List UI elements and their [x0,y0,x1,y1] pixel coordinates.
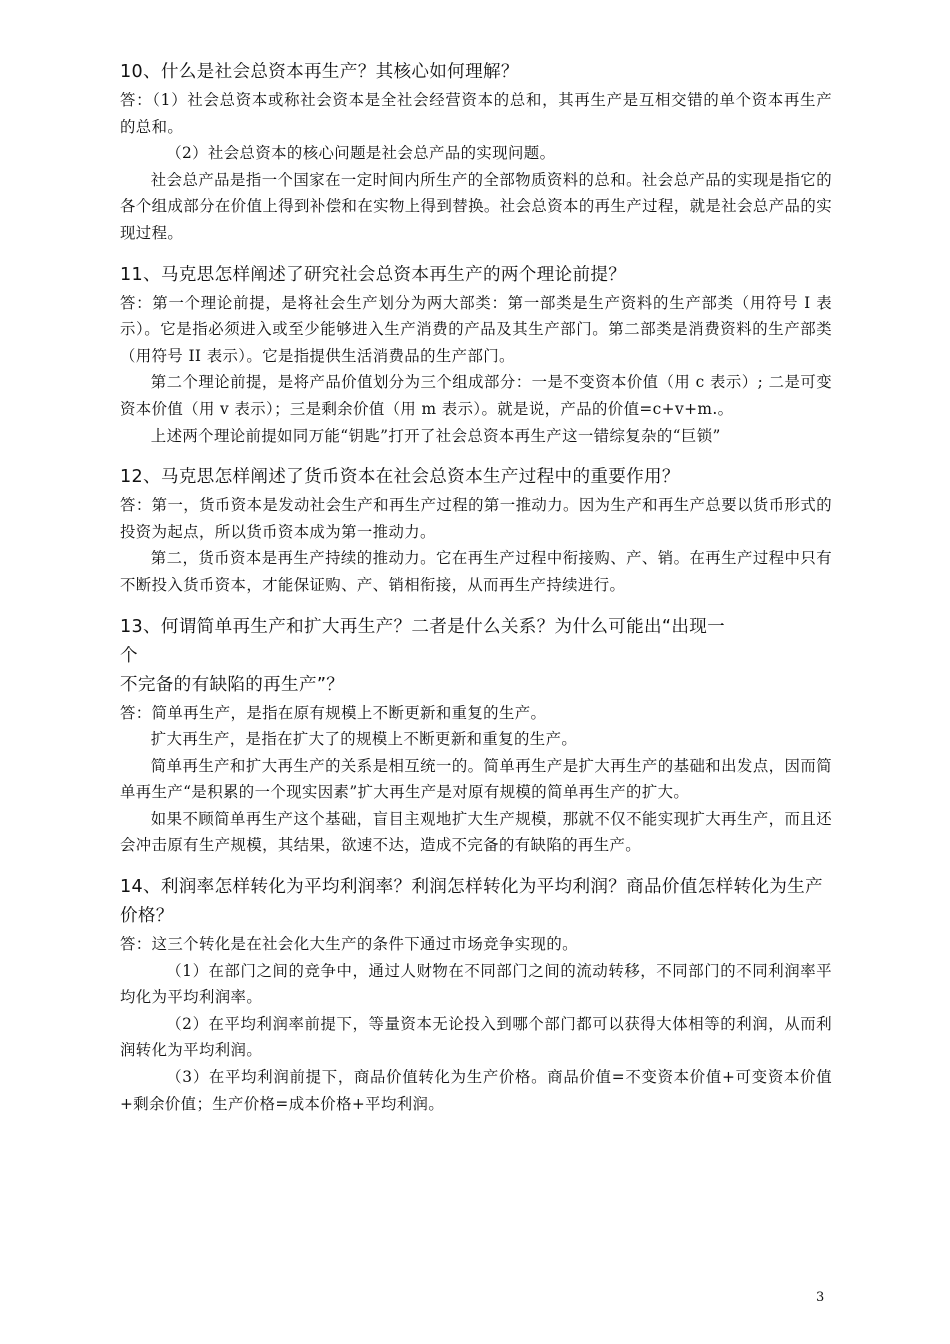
answer-13-paragraph-4: 如果不顾简单再生产这个基础，盲目主观地扩大生产规模，那就不仅不能实现扩大再生产，而且还会冲击原有生产规模，其结果，欲速不达，造成不完备的有缺陷的再生产。 [120,809,832,855]
answer-13-paragraph-3: 简单再生产和扩大再生产的关系是相互统一的。简单再生产是扩大再生产的基础和出发点，因而简单再生产“是积累的一个现实因素”扩大再生产是对原有规模的简单再生产的扩大。 [120,756,832,802]
question-12-heading: 12、马克思怎样阐述了货币资本在社会总资本生产过程中的重要作用？ [120,467,680,488]
question-13-section [120,613,832,860]
answer-11-paragraph-3: 上述两个理论前提如同万能“钥匙”打开了社会总资本再生产这一错综复杂的“巨锁” [150,426,721,445]
question-13-heading-line-3: 不完备的有缺陷的再生产”？ [120,674,345,695]
answer-10-paragraph-3: 社会总产品是指一个国家在一定时间内所生产的全部物质资料的总和。社会总产品的实现是指它的各个组成部分在价值上得到补偿和在实物上得到替换。社会总资本的再生产过程，就是社会总产品的实现过程。 [120,170,832,242]
question-14-heading: 14、利润率怎样转化为平均利润率？利润怎样转化为平均利润？商品价值怎样转化为生产价格？ [120,877,823,927]
answer-13-paragraph-2: 扩大再生产，是指在扩大了的规模上不断更新和重复的生产。 [150,730,578,749]
answer-12-paragraph-2: 第二，货币资本是再生产持续的推动力。它在再生产过程中衔接购、产、销。在再生产过程中只有不断投入货币资本，才能保证购、产、销相衔接，从而再生产持续进行。 [120,549,832,594]
answer-11-paragraph-2: 第二个理论前提，是将产品价值划分为三个组成部分：一是不变资本价值（用 c 表示）; 二是可变资本价值（用 v 表示）；三是剩余价值（用 m 表示）。就是说，产品的价值=c+v+m.。 [120,373,832,418]
question-10-section [120,58,832,247]
answer-14-paragraph-1: 答：这三个转化是在社会化大生产的条件下通过市场竞争实现的。 [120,935,578,954]
answer-10-paragraph-1: 答：（1）社会总资本或称社会资本是全社会经营资本的总和，其再生产是互相交错的单个资本再生产的总和。 [120,91,832,136]
page-number: 3 [816,1290,825,1305]
document-page [120,58,832,1131]
answer-14-paragraph-3: （2）在平均利润率前提下，等量资本无论投入到哪个部门都可以获得大体相等的利润，从而利润转化为平均利润。 [120,1014,832,1060]
answer-11-paragraph-1: 答：第一个理论前提，是将社会生产划分为两大部类：第一部类是生产资料的生产部类（用符号 I 表示）。它是指必须进入或至少能够进入生产消费的产品及其生产部门。第二部类是消费资料的生产部类（用符号 II 表示）。它是指提供生活消费品的生产部门。 [120,293,832,365]
answer-10-paragraph-2: （2）社会总资本的核心问题是社会总产品的实现问题。 [166,144,556,163]
question-11-section [120,261,832,450]
question-11-heading: 11、马克思怎样阐述了研究社会总资本再生产的两个理论前提？ [120,264,627,285]
answer-13-paragraph-1: 答：简单再生产，是指在原有规模上不断更新和重复的生产。 [120,703,547,722]
question-14-section [120,873,832,1117]
answer-12-paragraph-1: 答：第一，货币资本是发动社会生产和再生产过程的第一推动力。因为生产和再生产总要以货币形式的投资为起点，所以货币资本成为第一推动力。 [120,496,832,541]
answer-14-paragraph-2: （1）在部门之间的竞争中，通过人财物在不同部门之间的流动转移，不同部门的不同利润率平均化为平均利润率。 [120,961,832,1007]
question-13-heading-line-1: 13、何谓简单再生产和扩大再生产？二者是什么关系？为什么可能出“出现一 [120,616,726,637]
question-12-section [120,463,832,598]
question-13-heading-line-2: 个 [120,645,138,666]
question-10-heading: 10、什么是社会总资本再生产？其核心如何理解？ [120,62,519,82]
answer-14-paragraph-4: （3）在平均利润前提下，商品价值转化为生产价格。商品价值=不变资本价值+可变资本价值+剩余价值；生产价格=成本价格+平均利润。 [120,1068,832,1113]
